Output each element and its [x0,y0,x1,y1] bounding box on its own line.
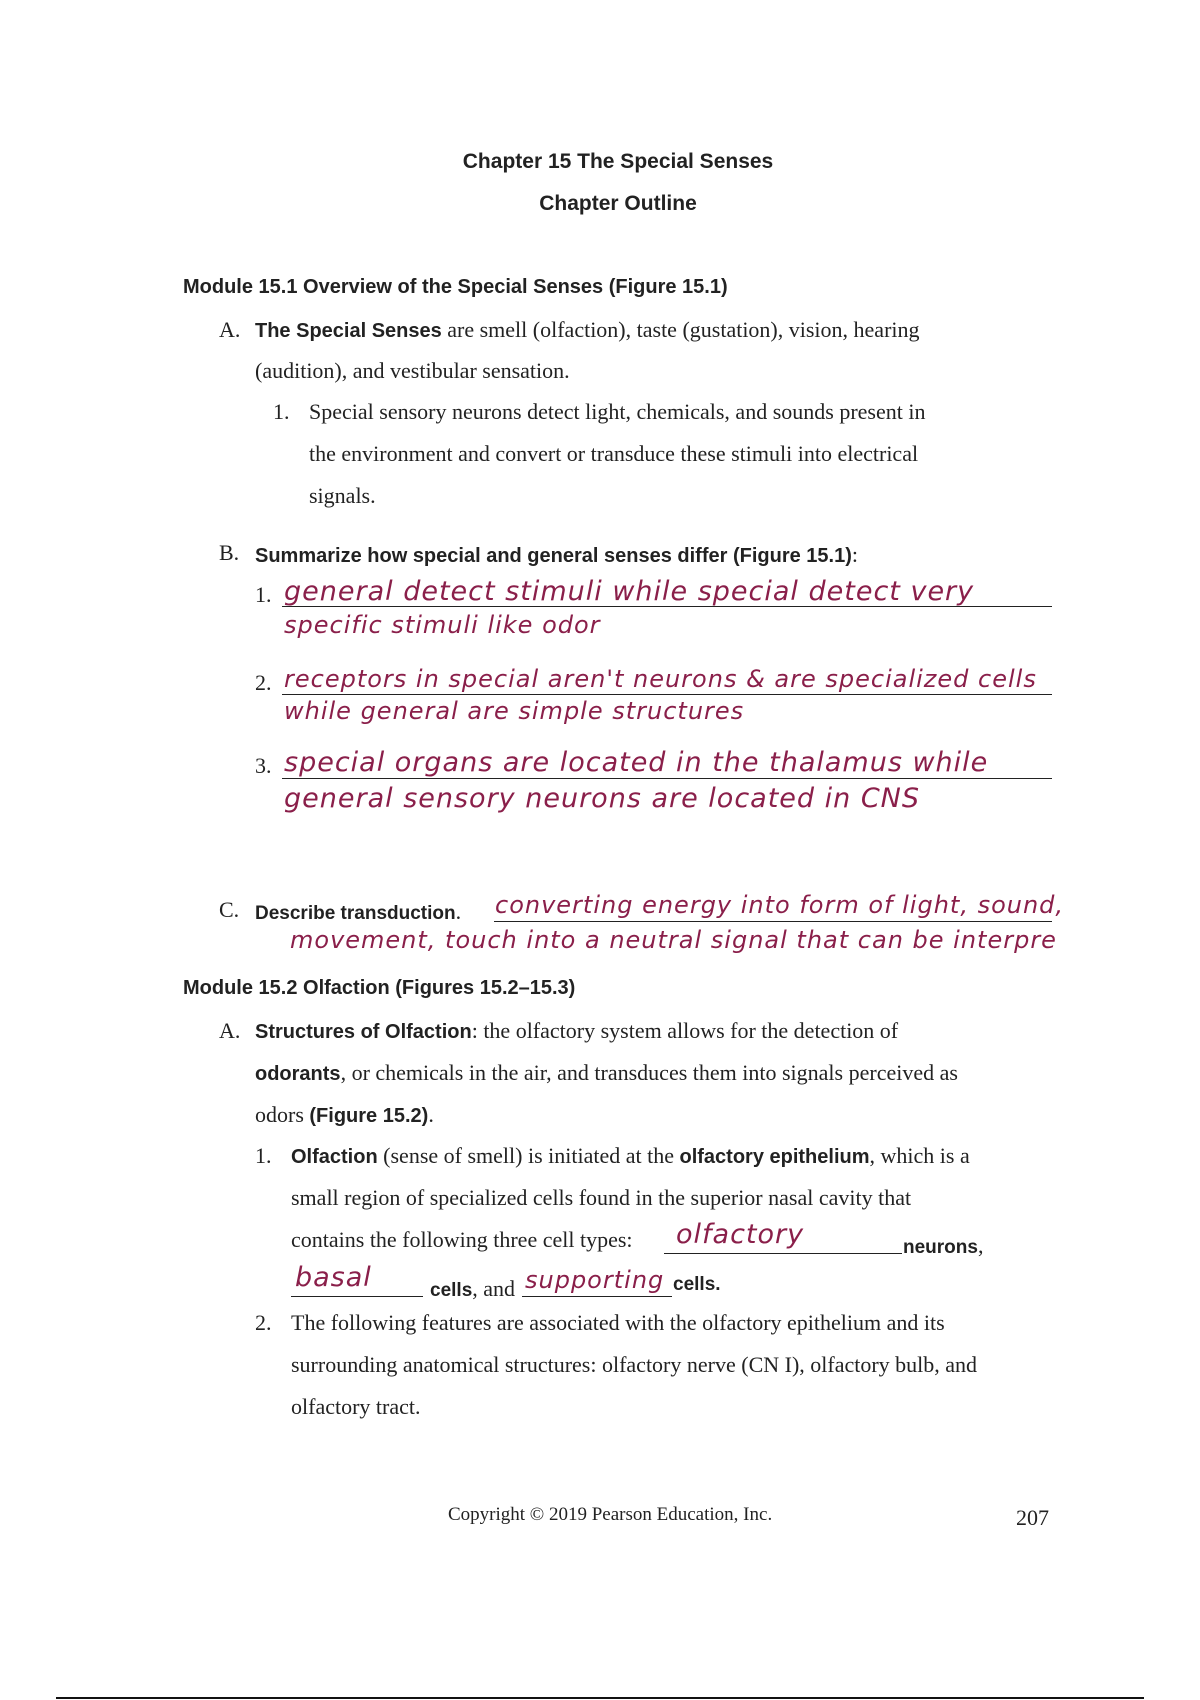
neurons-comma: , [977,1233,984,1258]
answer-3-line2[interactable]: general sensory neurons are located in CNS [284,783,921,814]
item-a-letter: A. [219,317,241,342]
item-2a-line3 [255,1100,434,1131]
bottom-divider [56,1697,1144,1699]
copyright-text: Copyright © 2019 Pearson Education, Inc. [448,1504,773,1525]
blank-basal-line [291,1296,423,1297]
answer-1-underline [282,606,1052,607]
item-2a2-num: 2. [255,1310,272,1335]
item-2a-text2: , or chemicals in the air, and transduces them into signals perceived as [340,1060,958,1085]
item-c-answer-line1[interactable]: converting energy into form of light, sound, [495,891,1065,919]
item-2a2-line2: surrounding anatomical structures: olfactory nerve (CN I), olfactory bulb, and [291,1352,978,1377]
item-2a1-line1 [291,1141,970,1172]
odorants-term: odorants [255,1063,341,1085]
answer-3-num: 3. [255,753,272,778]
item-b-prompt-line [255,540,858,570]
blank-supporting[interactable]: supporting [525,1266,665,1294]
answer-1-num: 1. [255,582,272,607]
answer-1-line1[interactable]: general detect stimuli while special detect very [284,576,975,607]
item-2a1-num: 1. [255,1143,272,1168]
module-15-2-heading: Module 15.2 Olfaction (Figures 15.2–15.3) [183,977,576,999]
blank-basal[interactable]: basal [295,1262,372,1293]
answer-2-line2[interactable]: while general are simple structures [284,697,745,725]
cells-and-line [430,1274,515,1304]
special-senses-term: The Special Senses [255,320,442,342]
page-number: 207 [1016,1505,1049,1530]
chapter-title: Chapter 15 The Special Senses [462,150,774,173]
item-2a-line1 [255,1016,898,1047]
item-2a-line2 [255,1058,958,1089]
item-b-colon: : [851,542,858,567]
module-15-1-heading: Module 15.1 Overview of the Special Senses (Figure 15.1) [183,276,728,298]
item-a-text1: are smell (olfaction), taste (gustation), vision, hearing [441,317,920,342]
item-a1-line3: signals. [309,483,376,508]
and-text: , and [472,1276,516,1301]
item-c-prompt: Describe transduction [255,903,456,924]
blank-olfactory-line [664,1253,902,1254]
chapter-subtitle: Chapter Outline [539,192,697,215]
answer-1-line2[interactable]: specific stimuli like odor [284,611,601,639]
item-a-line2: (audition), and vestibular sensation. [255,358,570,383]
answer-3-underline [282,778,1052,779]
figure-ref: (Figure 15.2) [309,1105,429,1127]
item-2a-period: . [428,1102,434,1127]
answer-2-underline [282,694,1052,695]
item-2a-text1: : the olfactory system allows for the detection of [471,1018,899,1043]
item-c-answer-line2[interactable]: movement, touch into a neutral signal that can be interpre [290,926,1057,954]
item-2a1-line2: small region of specialized cells found in the superior nasal cavity that [291,1185,912,1210]
item-2a2-line1: The following features are associated with the olfactory epithelium and its [291,1310,945,1335]
item-2a2-line3: olfactory tract. [291,1394,421,1419]
item-2a1-t2: , which is a [869,1143,970,1168]
structures-olfaction-term: Structures of Olfaction [255,1021,472,1043]
item-c-prompt-line [255,897,461,927]
olfactory-epithelium-term: olfactory epithelium [679,1146,870,1168]
neurons-label: neurons [903,1237,978,1258]
item-a1-num: 1. [273,399,290,424]
item-2a-letter: A. [219,1018,241,1043]
cells-label: cells [430,1280,473,1301]
item-c-underline [494,921,1052,922]
item-b-letter: B. [219,540,240,565]
item-a-line1 [255,315,920,346]
item-c-period: . [455,899,462,924]
item-2a1-line3: contains the following three cell types: [291,1227,633,1252]
answer-2-num: 2. [255,670,272,695]
blank-olfactory[interactable]: olfactory [676,1219,805,1250]
item-c-letter: C. [219,897,240,922]
answer-3-line1[interactable]: special organs are located in the thalamus while [284,747,989,778]
answer-2-line1[interactable]: receptors in special aren't neurons & are specialized cells [284,665,1037,693]
cells-end-label: cells. [673,1274,721,1295]
item-b-prompt: Summarize how special and general senses differ (Figure 15.1) [255,545,852,567]
item-a1-line1: Special sensory neurons detect light, chemicals, and sounds present in [309,399,926,424]
neurons-label-line [903,1231,983,1261]
olfaction-term: Olfaction [291,1146,378,1168]
item-2a1-t1: (sense of smell) is initiated at the [377,1143,680,1168]
blank-supporting-line [522,1296,672,1297]
item-a1-line2: the environment and convert or transduce these stimuli into electrical [309,441,919,466]
item-2a-text3: odors [255,1102,310,1127]
